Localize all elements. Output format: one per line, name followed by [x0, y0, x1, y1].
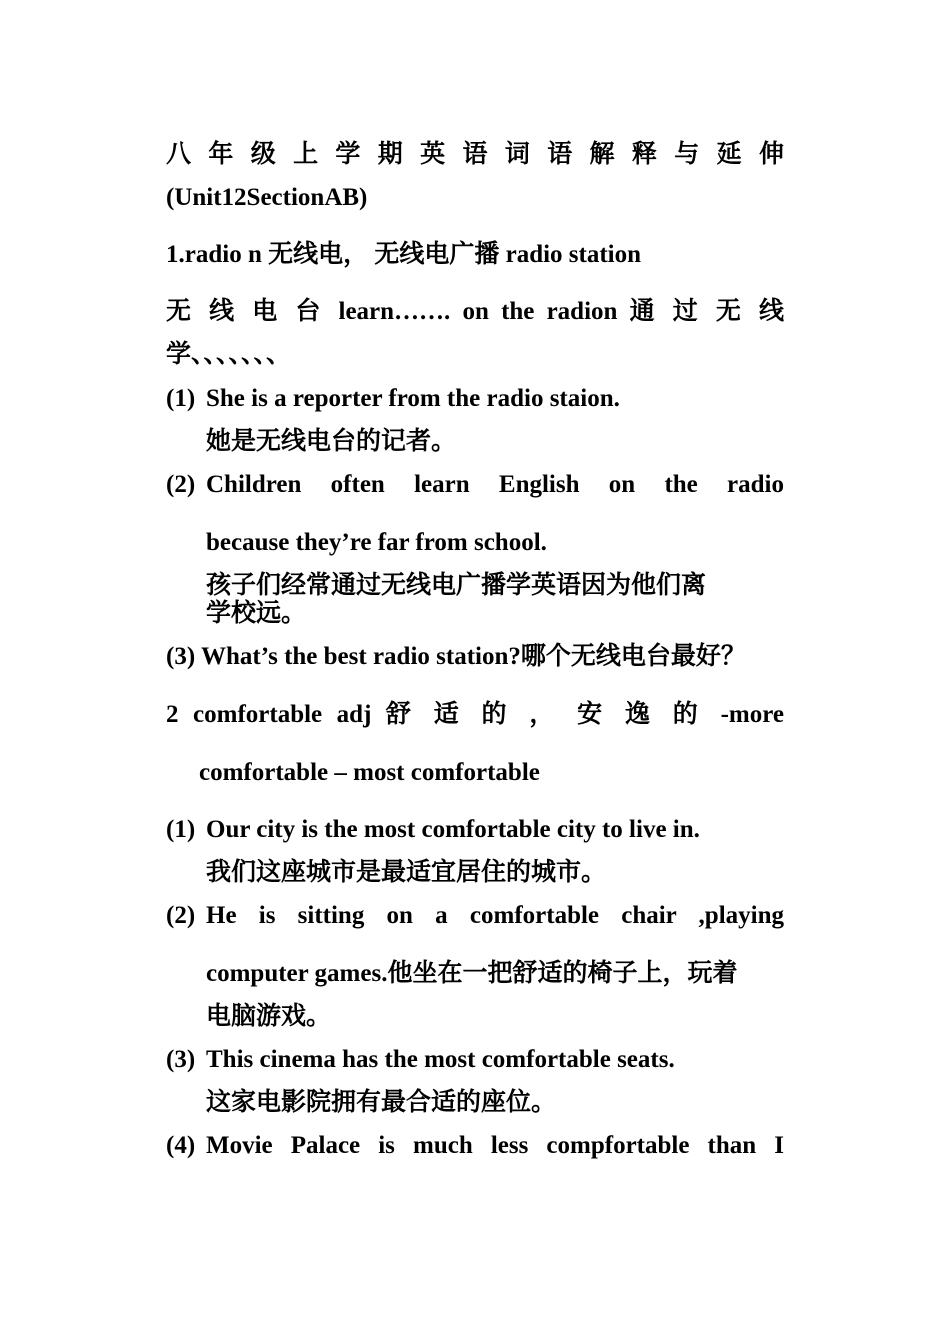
entry2-example-2-zh: 电脑游戏。 — [206, 1003, 332, 1030]
entry2-example-2-num: (2) — [166, 902, 196, 929]
entry2-example-1 — [166, 815, 784, 845]
example-en: Our city is the most comfortable city to live in. — [206, 816, 700, 843]
entry2-example-1-zh: 我们这座城市是最适宜居住的城市。 — [206, 859, 607, 886]
entry2-example-4-en: Movie Palace is much less compfortable than I — [206, 1132, 784, 1159]
entry2-example-3-zh: 这家电影院拥有最合适的座位。 — [206, 1089, 557, 1116]
entry2-head2: comfortable – most comfortable — [199, 759, 540, 786]
entry1-example-1-zh: 她是无线电台的记者。 — [206, 428, 457, 455]
entry1-example-1 — [166, 384, 784, 414]
entry1-example-2-zh2: 学校远。 — [206, 600, 307, 627]
entry2-example-3 — [166, 1045, 784, 1075]
entry2-example-4-num: (4) — [166, 1132, 196, 1159]
example-number: (1) — [166, 816, 196, 843]
example-en: She is a reporter from the radio staion. — [206, 385, 620, 412]
doc-title-line1: 八 年 级 上 学 期 英 语 词 语 解 释 与 延 伸 — [166, 141, 784, 168]
entry1-example-2-num: (2) — [166, 471, 196, 498]
entry1-example-3 — [166, 642, 806, 672]
example-en: This cinema has the most comfortable seats. — [206, 1046, 675, 1073]
entry1-head: 1.radio n 无线电， 无线电广播 radio station — [166, 241, 642, 268]
entry2-example-2-en2: computer games.他坐在一把舒适的椅子上，玩着 — [206, 960, 738, 987]
example-en: What’s the best radio station?哪个无线电台最好？ — [200, 643, 746, 670]
entry1-head3: 学、、、、、、、 — [166, 341, 292, 368]
entry1-example-2-zh1: 孩子们经常通过无线电广播学英语因为他们离 — [206, 572, 707, 599]
doc-title-line2: (Unit12SectionAB) — [166, 184, 368, 211]
entry1-example-2-en1: Children often learn English on the radio — [206, 471, 784, 498]
entry2-head: 2 comfortable adj 舒 适 的 ， 安 逸 的 -more — [166, 701, 784, 728]
entry2-example-2-en1: He is sitting on a comfortable chair ,playing — [206, 902, 784, 929]
example-number: (1) — [166, 385, 196, 412]
entry1-head2: 无 线 电 台 learn……. on the radion 通 过 无 线 — [166, 298, 784, 325]
example-number: (3) — [166, 643, 196, 670]
entry1-example-2-en2: because they’re far from school. — [206, 529, 547, 556]
example-number: (3) — [166, 1046, 196, 1073]
